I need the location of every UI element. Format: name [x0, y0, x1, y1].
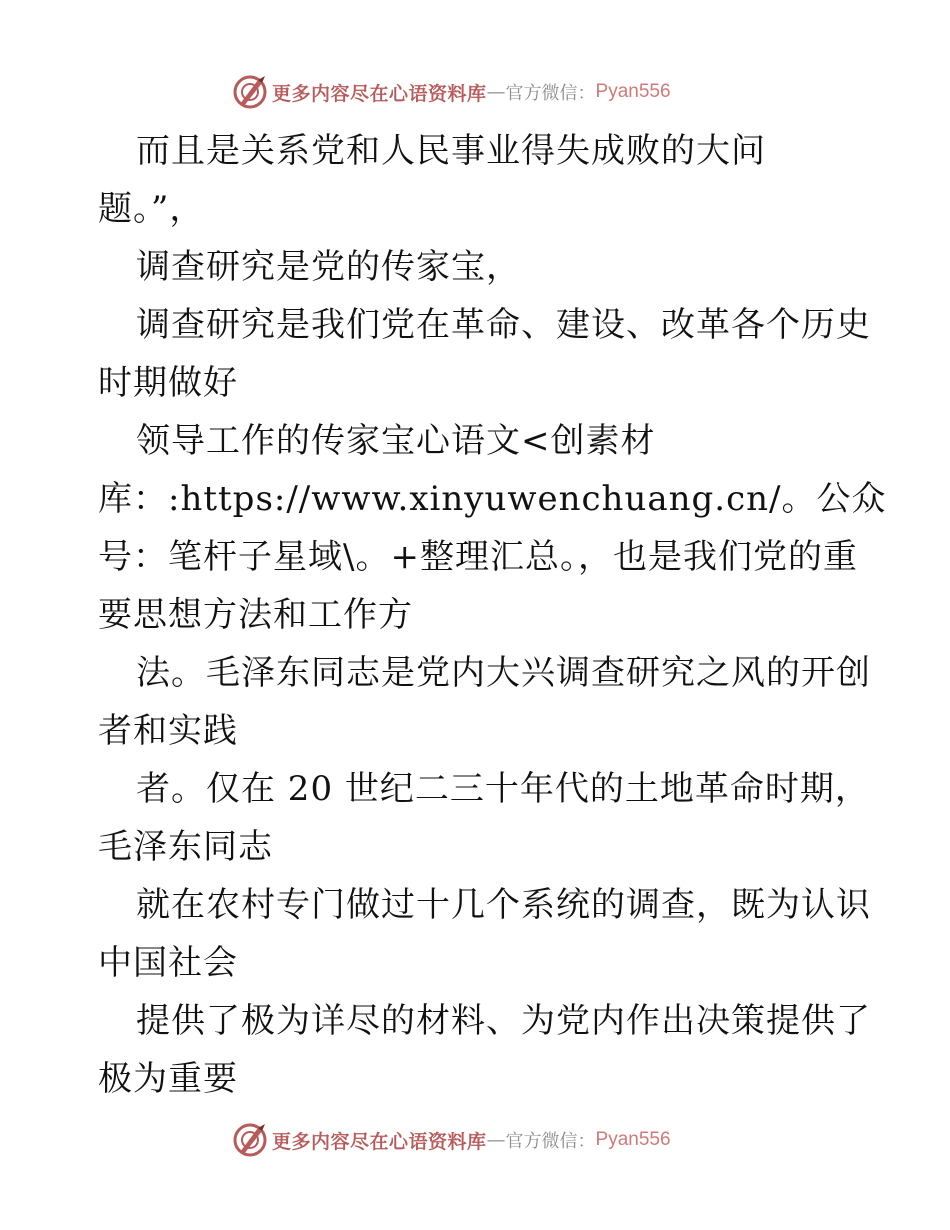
text-line: 调查研究是我们党在革命、建设、改革各个历史 [136, 305, 871, 345]
text-line: 调查研究是党的传家宝， [136, 247, 521, 287]
banner-separator: — [486, 81, 506, 103]
banner-main-text: 更多内容尽在心语资料库 [272, 1130, 487, 1153]
text-line: 毛泽东同志 [98, 827, 273, 867]
brush-logo-icon [232, 1122, 268, 1158]
text-line: 提供了极为详尽的材料、为党内作出决策提供了 [136, 1001, 871, 1041]
banner-wechat-label: 官方微信： [505, 1131, 596, 1152]
banner-main-text: 更多内容尽在心语资料库 [272, 82, 487, 105]
header-banner [232, 72, 671, 112]
banner-wechat-label: 官方微信： [505, 83, 596, 104]
text-line: 时期做好 [98, 363, 238, 403]
text-line: 领导工作的传家宝心语文<创素材 [136, 421, 656, 461]
text-line: 号：笔杆子星域\。+整理汇总。，也是我们党的重 [98, 537, 858, 577]
text-line: 法。毛泽东同志是党内大兴调查研究之风的开创 [136, 653, 871, 693]
text-line: 就在农村专门做过十几个系统的调查，既为认识 [136, 885, 871, 925]
text-line: 者和实践 [98, 711, 238, 751]
text-line: 而且是关系党和人民事业得失成败的大问 [136, 131, 766, 171]
text-line: 极为重要 [98, 1059, 238, 1099]
banner-wechat-id: Pyan556 [595, 1129, 671, 1150]
banner-separator: — [486, 1129, 506, 1151]
document-body [98, 122, 887, 1108]
footer-banner [232, 1120, 671, 1160]
brush-logo-icon [232, 74, 268, 110]
text-line: 者。仅在 20 世纪二三十年代的土地革命时期， [136, 769, 870, 809]
text-line: 中国社会 [98, 943, 238, 983]
text-line: 要思想方法和工作方 [98, 595, 413, 635]
text-line: 库：:https://www.xinyuwenchuang.cn/。公众 [98, 479, 887, 519]
text-line: 题。”， [98, 189, 205, 229]
banner-wechat-id: Pyan556 [595, 81, 671, 102]
